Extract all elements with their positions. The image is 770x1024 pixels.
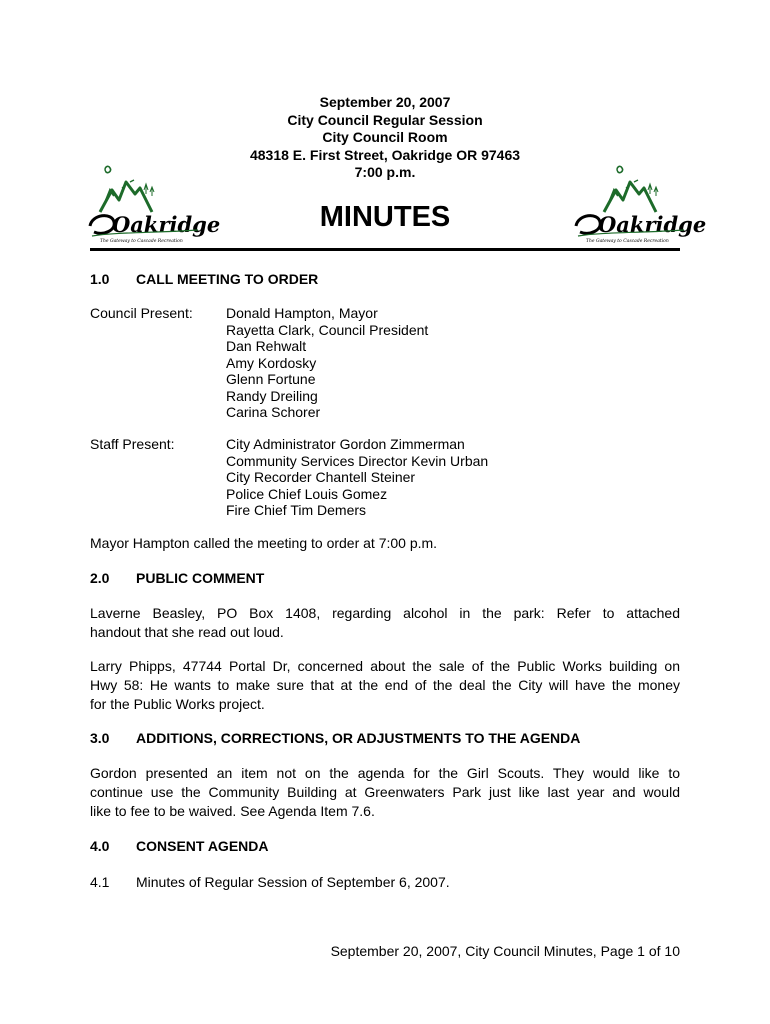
paragraph-line: for the Public Works project.: [90, 695, 265, 712]
meeting-time: 7:00 p.m.: [354, 164, 416, 180]
public-comment-phipps: [90, 657, 680, 713]
council-members-list: [226, 305, 428, 421]
consent-item-number: 4.1: [90, 874, 110, 890]
meeting-date: September 20, 2007: [319, 94, 451, 110]
paragraph-line: Laverne Beasley, PO Box 1408, regarding alcohol in the park: Refer to attached: [90, 605, 680, 621]
section-title: CONSENT AGENDA: [136, 838, 269, 854]
staff-present-label: Staff Present:: [90, 436, 175, 452]
svg-text:The Gateway to Cascade Recreat: The Gateway to Cascade Recreation: [586, 239, 669, 244]
section-title: CALL MEETING TO ORDER: [136, 271, 319, 287]
svg-text:Oakridge: Oakridge: [598, 212, 707, 237]
session-type: City Council Regular Session: [287, 111, 483, 128]
consent-item: [90, 873, 450, 891]
section-heading-agenda-changes: [90, 729, 580, 747]
council-member: Glenn Fortune: [226, 371, 316, 387]
section-heading-consent-agenda: [90, 837, 269, 855]
paragraph-line: like to fee to be waived. See Agenda Item 7.6.: [90, 802, 375, 819]
section-number: 2.0: [90, 570, 110, 586]
staff-member: Community Services Director Kevin Urban: [226, 452, 489, 469]
svg-text:The Gateway to Cascade Recreat: The Gateway to Cascade Recreation: [100, 239, 183, 244]
paragraph-line: handout that she read out loud.: [90, 623, 284, 640]
paragraph-line: Larry Phipps, 47744 Portal Dr, concerned about the sale of the Public Works building on: [90, 658, 680, 674]
page-footer: September 20, 2007, City Council Minutes, Page 1 of 10: [330, 943, 680, 959]
section-title: ADDITIONS, CORRECTIONS, OR ADJUSTMENTS TO THE AGENDA: [136, 730, 581, 746]
section-number: 3.0: [90, 730, 110, 746]
paragraph-line: Gordon presented an item not on the agenda for the Girl Scouts. They would like to: [90, 765, 680, 781]
section-number: 1.0: [90, 271, 110, 287]
section-title: PUBLIC COMMENT: [136, 570, 265, 586]
public-comment-beasley: [90, 604, 680, 642]
section-number: 4.0: [90, 838, 110, 854]
council-member: Randy Dreiling: [226, 387, 318, 404]
consent-item-text: Minutes of Regular Session of September 6, 2007.: [136, 874, 450, 890]
council-member: Rayetta Clark, Council President: [226, 321, 429, 338]
council-present-label: Council Present:: [90, 305, 193, 321]
staff-member: City Recorder Chantell Steiner: [226, 469, 416, 485]
minutes-title: MINUTES: [319, 201, 451, 233]
paragraph-line: Hwy 58: He wants to make sure that at the end of the deal the City will have the money: [90, 676, 680, 693]
meeting-address: 48318 E. First Street, Oakridge OR 97463: [249, 146, 521, 163]
staff-member: Fire Chief Tim Demers: [226, 502, 367, 518]
staff-member: Police Chief Louis Gomez: [226, 485, 388, 502]
paragraph-line: continue use the Community Building at Greenwaters Park just like last year and would: [90, 783, 680, 800]
meeting-room: City Council Room: [322, 129, 448, 145]
council-member: Carina Schorer: [226, 404, 321, 420]
agenda-changes-paragraph: [90, 764, 680, 820]
svg-text:Oakridge: Oakridge: [112, 212, 221, 237]
council-member: Dan Rehwalt: [226, 338, 307, 354]
staff-members-list: [226, 436, 488, 519]
section-heading-call-to-order: [90, 270, 318, 288]
call-to-order-text: Mayor Hampton called the meeting to order at 7:00 p.m.: [90, 535, 438, 551]
staff-member: City Administrator Gordon Zimmerman: [226, 436, 465, 452]
council-member: Amy Kordosky: [226, 354, 317, 371]
council-member: Donald Hampton, Mayor: [226, 305, 378, 321]
header-divider: [90, 248, 680, 251]
section-heading-public-comment: [90, 569, 264, 587]
